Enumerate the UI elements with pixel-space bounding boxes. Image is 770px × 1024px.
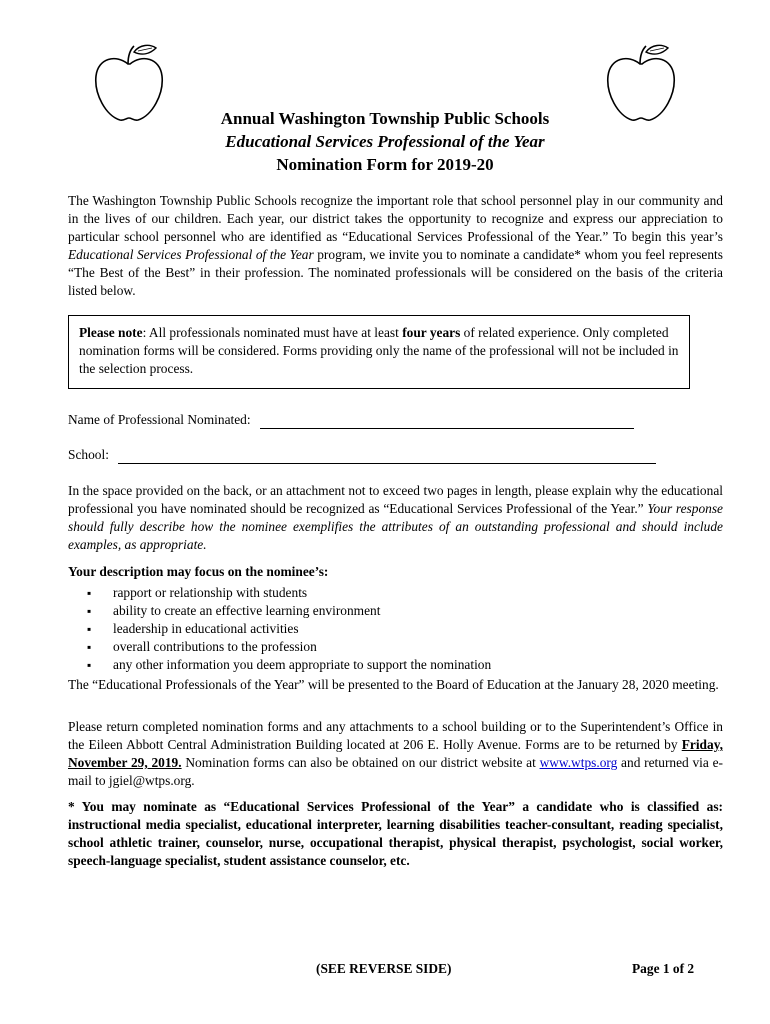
instructions-paragraph: In the space provided on the back, or an attachment not to exceed two pages in length, please explain why the educational professional you have nominated should be recognized as “Educational Services Professional of the Year.” Your response should fully describe how the nominee exemplifies the attributes of an outstanding professional and should include examples, as appropriate. [68, 483, 723, 552]
nominee-name-input-line[interactable] [260, 414, 634, 429]
page-number: Page 1 of 2 [632, 961, 695, 976]
nominee-name-label: Name of Professional Nominated: [68, 412, 251, 427]
see-reverse-label: (SEE REVERSE SIDE) [316, 961, 452, 976]
school-label: School: [68, 447, 109, 462]
form-year-title: Nomination Form for 2019-20 [276, 155, 494, 174]
focus-list [68, 584, 491, 674]
school-field [68, 446, 656, 464]
list-item: ▪ overall contributions to the profession [68, 638, 491, 656]
intro-paragraph: The Washington Township Public Schools recognize the important role that school personnel play in our community and in the lives of our children. Each year, our district takes the opportunity to recognize and express our appreciation to particular school personnel who are identified as “Educational Services Professional of the Year.” To begin this year’s Educational Services Professional of the Year program, we invite you to nominate a candidate* whom you feel represents “The Best of the Best” in their profession. The nominated professionals will be considered on the basis of the criteria listed below. [68, 193, 723, 298]
presentation-paragraph: The “Educational Professionals of the Year” will be presented to the Board of Education at the January 28, 2020 meeting. [68, 677, 719, 692]
due-date: Friday, November 29, 2019. [68, 737, 723, 770]
list-item: ▪ ability to create an effective learning environment [68, 602, 491, 620]
return-paragraph: Please return completed nomination forms and any attachments to a school building or to the Superintendent’s Office in the Eileen Abbott Central Administration Building located at 206 E. Holly Avenue. Forms are to be returned by Friday, November 29, 2019. Nomination forms can also be obtained on our district website at www.wtps.org and returned via e-mail to jgiel@wtps.org. [68, 719, 723, 788]
nominee-name-field [68, 411, 634, 429]
note-box: Please note: All professionals nominated must have at least four years of related experience. Only completed nomination forms will be considered. Forms providing only the name of the professional will not be included in the selection process. [68, 315, 690, 389]
note-label: Please note [79, 325, 143, 340]
list-item: ▪ leadership in educational activities [68, 620, 491, 638]
focus-heading: Your description may focus on the nominee’s: [68, 564, 329, 579]
page-title: Annual Washington Township Public Schools [220, 109, 550, 128]
list-item: ▪ rapport or relationship with students [68, 584, 491, 602]
eligibility-footnote: * You may nominate as “Educational Services Professional of the Year” a candidate who is classified as: instructional media specialist, educational interpreter, learning disabilities teacher-consultant, reading specialist, school athletic trainer, counselor, nurse, occupational therapist, physical therapist, psychologist, social worker, speech-language specialist, student assistance counselor, etc. [68, 799, 723, 868]
website-link[interactable]: www.wtps.org [539, 755, 618, 770]
page-subtitle: Educational Services Professional of the Year [225, 132, 545, 151]
school-input-line[interactable] [118, 449, 656, 464]
list-item: ▪ any other information you deem appropriate to support the nomination [68, 656, 491, 674]
